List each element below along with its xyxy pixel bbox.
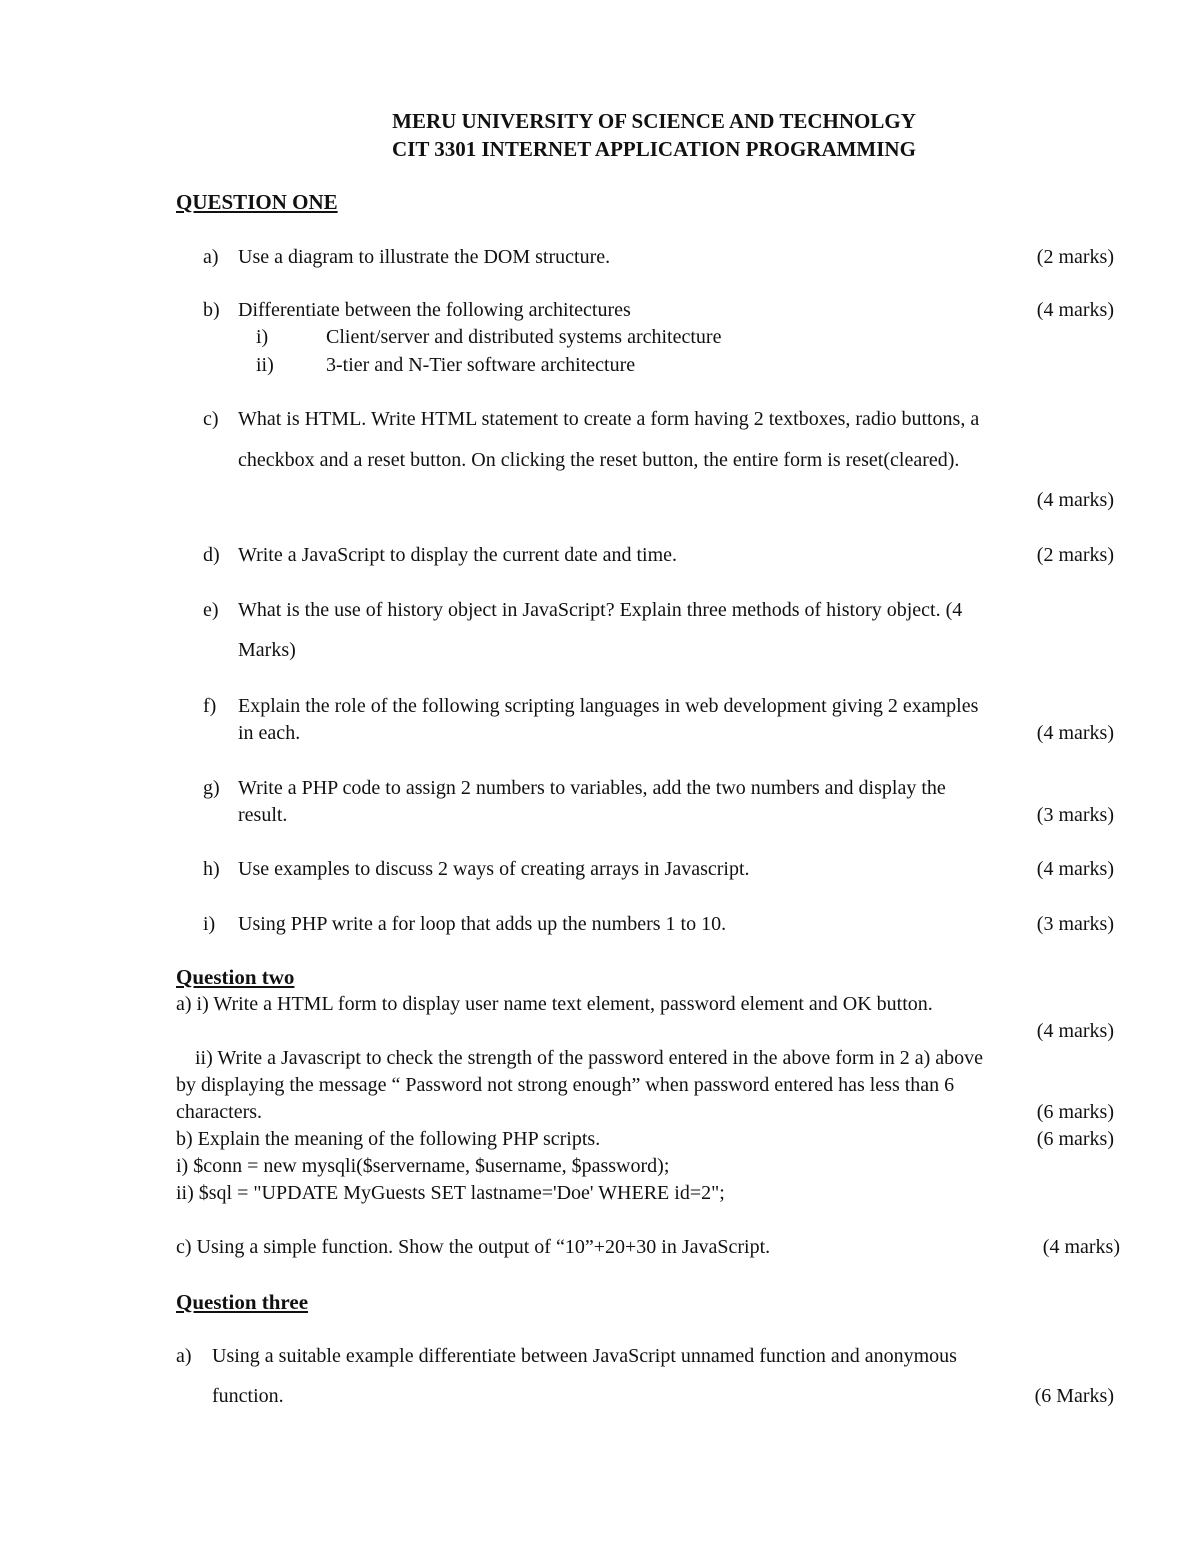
q3a-marks: (6 Marks) <box>1034 1385 1114 1407</box>
university-title: MERU UNIVERSITY OF SCIENCE AND TECHNOLGY <box>392 109 916 133</box>
q1b-sub-text: 3-tier and N-Tier software architecture <box>326 354 636 376</box>
q3a-line: Using a suitable example differentiate between JavaScript unnamed function and anonymous <box>212 1345 957 1367</box>
q1c-marks: (4 marks) <box>1036 489 1114 511</box>
q1c-line: What is HTML. Write HTML statement to create a form having 2 textboxes, radio buttons, a <box>238 408 980 430</box>
q1a-label: a) <box>203 246 219 268</box>
q2a-ii-line: ii) Write a Javascript to check the strength of the password entered in the above form in 2 a) above <box>195 1047 983 1069</box>
course-title: CIT 3301 INTERNET APPLICATION PROGRAMMING <box>392 137 916 161</box>
q3a-label: a) <box>176 1345 192 1367</box>
q1d-label: d) <box>203 544 220 566</box>
q2a-ii-marks: (6 marks) <box>1036 1101 1114 1123</box>
q2b-marks: (6 marks) <box>1036 1128 1114 1150</box>
q1b-marks: (4 marks) <box>1036 299 1114 321</box>
section-title-question-three: Question three <box>176 1290 309 1314</box>
q1a-text: Use a diagram to illustrate the DOM structure. <box>238 246 611 268</box>
q1g-line: result. <box>238 804 288 826</box>
q2b-i-text: i) $conn = new mysqli($servername, $username, $password); <box>176 1155 670 1177</box>
q1c-label: c) <box>203 408 219 430</box>
q1b-label: b) <box>203 299 220 321</box>
q1e-line: What is the use of history object in JavaScript? Explain three methods of history object. (4 <box>238 599 963 621</box>
q1f-marks: (4 marks) <box>1036 722 1114 744</box>
q1e-line: Marks) <box>238 639 296 661</box>
q1g-line: Write a PHP code to assign 2 numbers to variables, add the two numbers and display the <box>238 777 946 799</box>
q1g-label: g) <box>203 777 220 799</box>
q2c-text: c) Using a simple function. Show the output of “10”+20+30 in JavaScript. <box>176 1236 771 1258</box>
q1b-text: Differentiate between the following architectures <box>238 299 631 321</box>
q1c-line: checkbox and a reset button. On clicking the reset button, the entire form is reset(cleared). <box>238 449 960 471</box>
q2a-i-text: a) i) Write a HTML form to display user name text element, password element and OK button. <box>176 993 933 1015</box>
q2a-ii-line: by displaying the message “ Password not strong enough” when password entered has less than 6 <box>176 1074 955 1096</box>
q1b-sub-label: ii) <box>256 354 274 376</box>
section-title-question-one: QUESTION ONE <box>176 190 338 214</box>
q2a-i-marks: (4 marks) <box>1036 1020 1114 1042</box>
q3a-line: function. <box>212 1385 284 1407</box>
q2b-ii-text: ii) $sql = "UPDATE MyGuests SET lastname='Doe' WHERE id=2"; <box>176 1182 725 1204</box>
q2a-ii-line: characters. <box>176 1101 263 1123</box>
q1h-label: h) <box>203 858 220 880</box>
q1f-line: Explain the role of the following scripting languages in web development giving 2 examples <box>238 695 979 717</box>
q2b-text: b) Explain the meaning of the following PHP scripts. <box>176 1128 601 1150</box>
q1a-marks: (2 marks) <box>1036 246 1114 268</box>
q1b-sub-text: Client/server and distributed systems architecture <box>326 326 722 348</box>
q1d-marks: (2 marks) <box>1036 544 1114 566</box>
q1i-label: i) <box>203 913 216 935</box>
q1d-text: Write a JavaScript to display the current date and time. <box>238 544 678 566</box>
section-title-question-two: Question two <box>176 965 295 989</box>
q1i-marks: (3 marks) <box>1036 913 1114 935</box>
q2c-marks: (4 marks) <box>1042 1236 1120 1258</box>
q1e-label: e) <box>203 599 219 621</box>
q1f-label: f) <box>203 695 217 717</box>
q1b-sub-label: i) <box>256 326 269 348</box>
q1h-marks: (4 marks) <box>1036 858 1114 880</box>
q1f-line: in each. <box>238 722 301 744</box>
q1g-marks: (3 marks) <box>1036 804 1114 826</box>
q1i-text: Using PHP write a for loop that adds up the numbers 1 to 10. <box>238 913 727 935</box>
q1h-text: Use examples to discuss 2 ways of creating arrays in Javascript. <box>238 858 750 880</box>
